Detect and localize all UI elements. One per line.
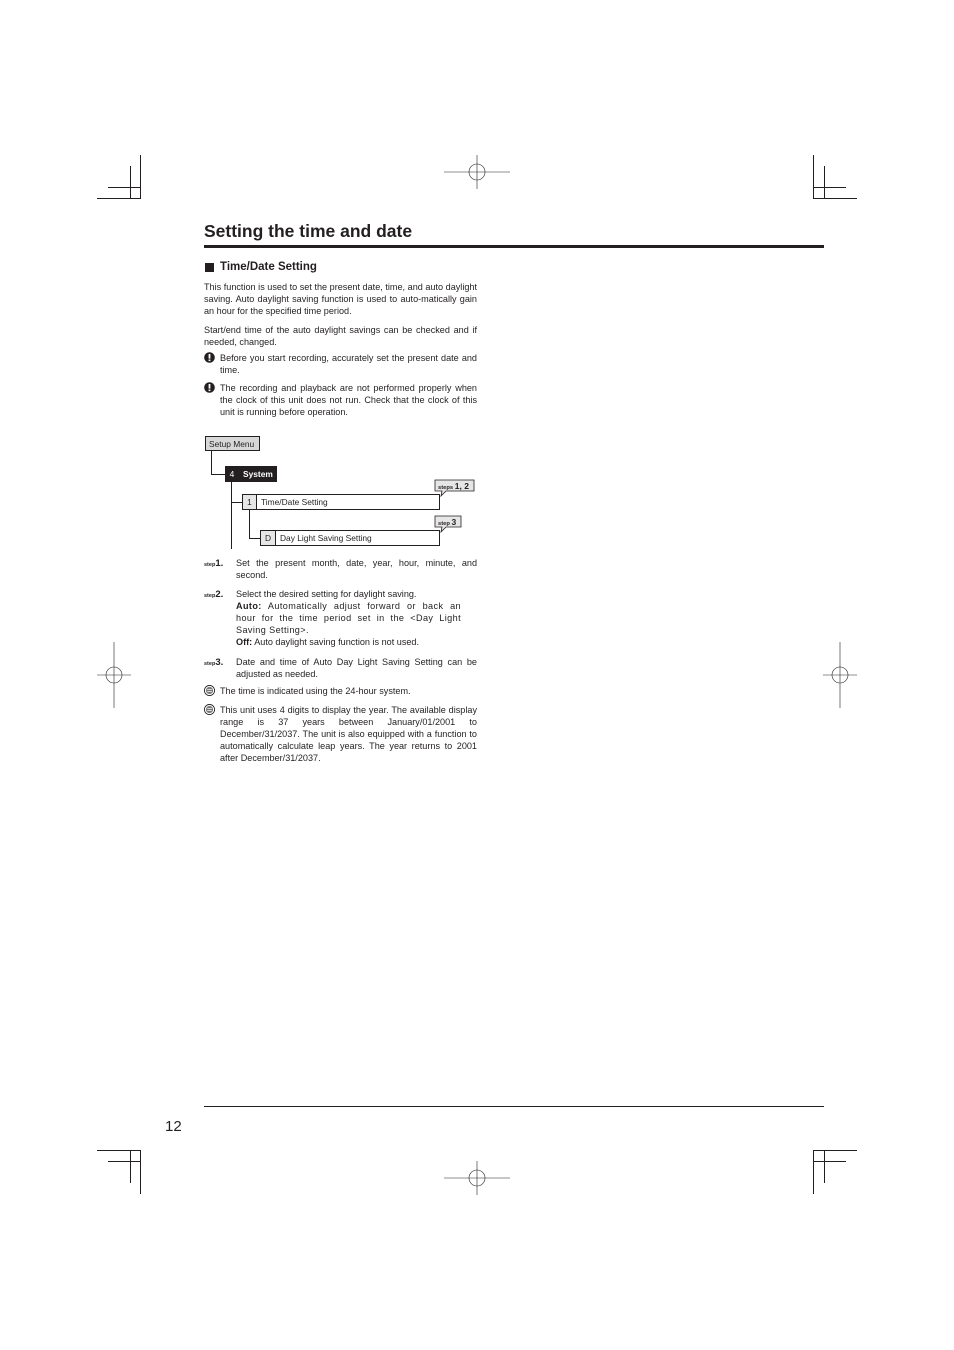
registration-mark-left [97,642,131,708]
step-1-label: step1. [204,558,224,569]
off-option-label: Off: [236,637,253,647]
note-1 [204,685,477,697]
auto-option-text: Automatically adjust forward or back an hour for the time period set in the <Day Light Saving Setting>. [236,601,461,635]
steps-1-2-tag [438,481,469,491]
step-2 [204,588,477,648]
memo-icon [204,704,215,715]
step-1 [204,557,477,581]
note-2-text: This unit uses 4 digits to display the year. The available display range is 37 years between January/01/2001 to December/31/2037. The unit is also equipped with a function to automatically calculate leap years. The year returns to 2001 after December/31/2037. [220,705,477,763]
intro-paragraph-2: Start/end time of the auto daylight savings can be checked and if needed, changed. [204,325,477,347]
title-rule [204,245,824,248]
step-3-label: step3. [204,657,224,668]
registration-mark-top [444,155,510,189]
step-1-text: Set the present month, date, year, hour, minute, and second. [236,558,477,580]
time-date-number: 1 [242,494,257,510]
caution-2 [204,382,477,418]
tag1-prefix: steps [438,485,454,491]
caution-1 [204,352,477,376]
system-box: System [239,466,277,482]
section-heading [205,261,317,273]
daylight-number: D [260,530,276,546]
page-number: 12 [165,1118,182,1135]
daylight-saving-setting-box: Day Light Saving Setting [275,530,440,546]
memo-icon [204,685,215,696]
off-option-text: Auto daylight saving function is not used. [254,637,420,647]
registration-mark-right [823,642,857,708]
tag2-prefix: step [438,521,450,527]
step-2-label: step2. [204,589,224,600]
step-3-tag [438,517,456,527]
page-title: Setting the time and date [204,221,413,241]
tag2-value: 3 [451,517,457,527]
caution-1-text: Before you start recording, accurately set the present date and time. [220,353,477,375]
time-date-setting-box: Time/Date Setting [256,494,440,510]
caution-2-text: The recording and playback are not performed properly when the clock of this unit does not run. Check that the clock of this unit is running before operation. [220,383,477,417]
square-bullet-icon [205,263,214,272]
system-number: 4 [225,466,239,482]
intro-paragraph-1: This function is used to set the present date, time, and auto daylight saving. Auto daylight saving function is used to auto-matically gain an hour for the specified time period. [204,282,477,316]
registration-mark-bottom [444,1161,510,1195]
step-2-text: Select the desired setting for daylight saving. [236,589,417,599]
note-2 [204,704,477,764]
exclamation-circle-icon [204,382,215,393]
step-3 [204,656,477,680]
section-heading-text: Time/Date Setting [220,261,317,273]
footer-rule [204,1106,824,1107]
step-3-text: Date and time of Auto Day Light Saving Setting can be adjusted as needed. [236,657,477,679]
note-1-text: The time is indicated using the 24-hour system. [220,686,411,696]
auto-option-label: Auto: [236,601,262,611]
setup-menu-box: Setup Menu [205,436,260,451]
exclamation-circle-icon [204,352,215,363]
tag1-value: 1, 2 [454,481,469,491]
